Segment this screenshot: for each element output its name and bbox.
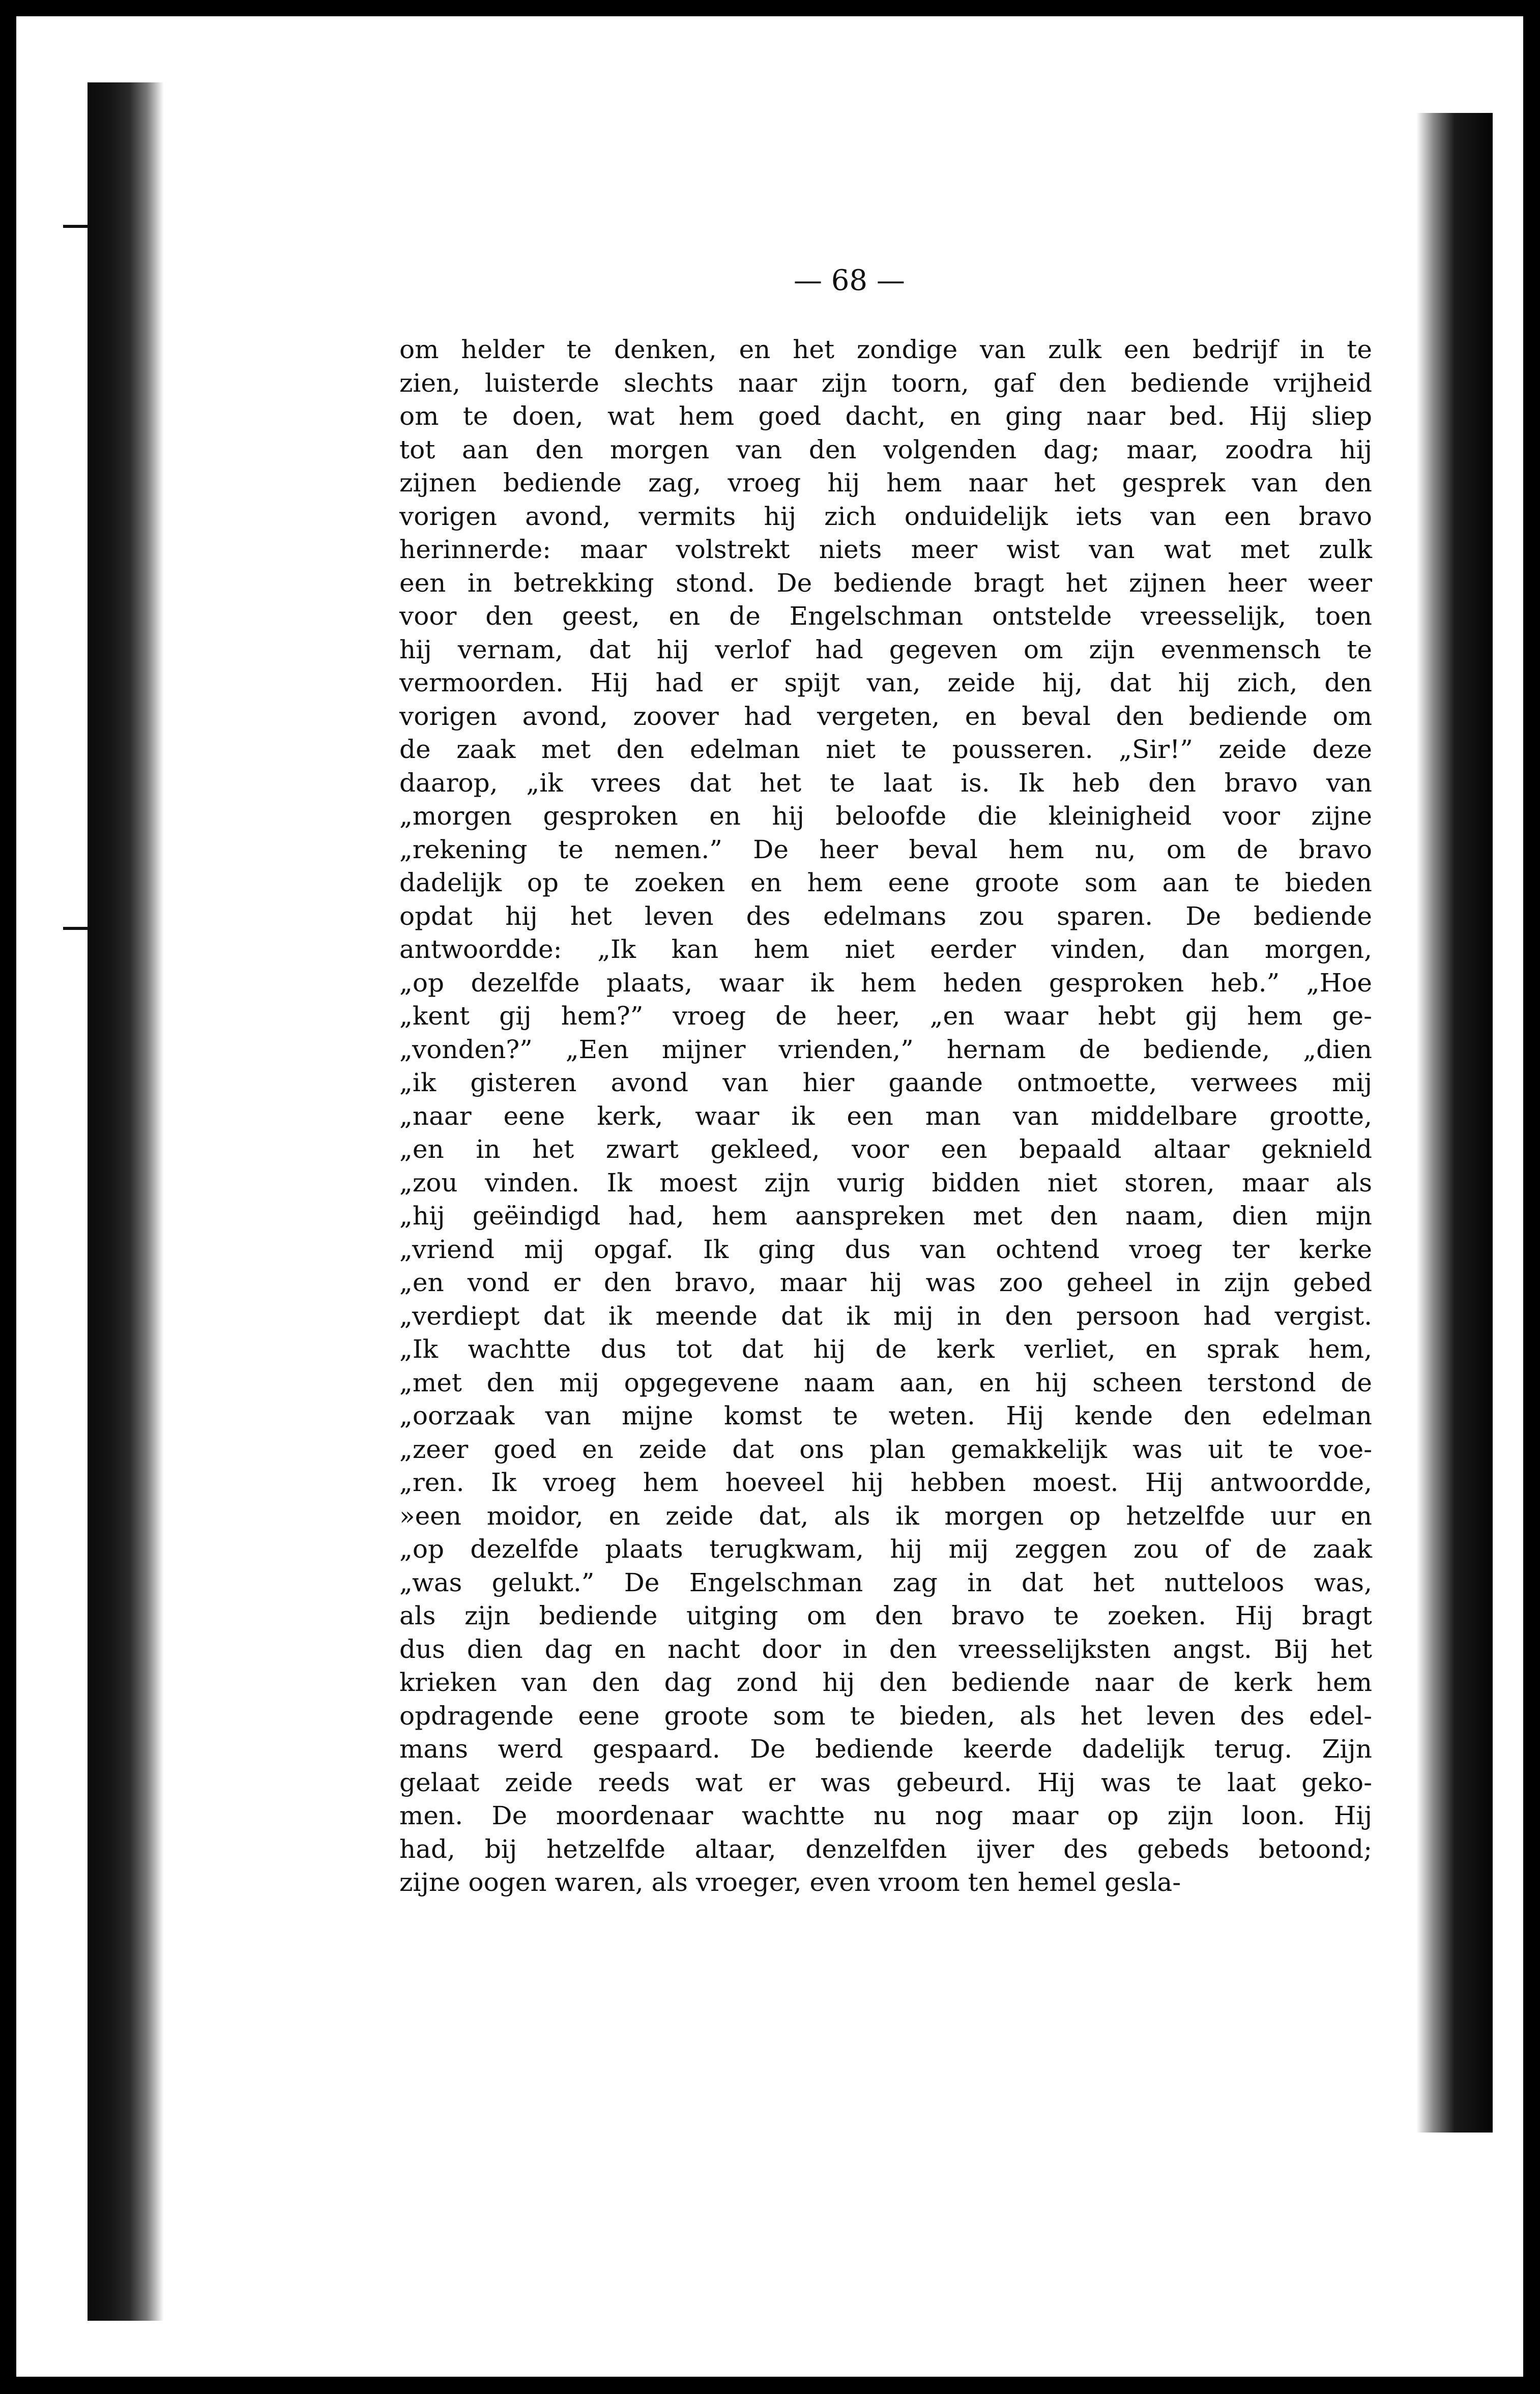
page-edge-shadow — [1416, 113, 1493, 2133]
text-line: „rekening te nemen.” De heer beval hem nu, om de bravo — [399, 834, 1372, 864]
text-line: „ren. Ik vroeg hem hoeveel hij hebben moest. Hij antwoordde, — [399, 1468, 1372, 1497]
text-line: „verdiept dat ik meende dat ik mij in den persoon had vergist. — [399, 1301, 1372, 1331]
text-line: „en in het zwart gekleed, voor een bepaald altaar geknield — [399, 1134, 1372, 1164]
text-line: antwoordde: „Ik kan hem niet eerder vinden, dan morgen, — [399, 935, 1372, 964]
text-line: mans werd gespaard. De bediende keerde dadelijk terug. Zijn — [399, 1734, 1372, 1764]
text-line: hij vernam, dat hij verlof had gegeven om zijn evenmensch te — [399, 634, 1372, 664]
text-line: daarop, „ik vrees dat het te laat is. Ik heb den bravo van — [399, 768, 1372, 798]
text-line: „was gelukt.” De Engelschman zag in dat het nutteloos was, — [399, 1567, 1372, 1597]
text-line: zijne oogen waren, als vroeger, even vroom ten hemel gesla- — [399, 1867, 1181, 1897]
text-line: „oorzaak van mijne komst te weten. Hij kende den edelman — [399, 1401, 1372, 1430]
text-line: dadelijk op te zoeken en hem eene groote som aan te bieden — [399, 868, 1372, 897]
text-line: „vonden?” „Een mijner vrienden,” hernam de bediende, „dien — [399, 1034, 1372, 1064]
gutter-shadow — [88, 82, 164, 2321]
page-number: — 68 — — [794, 264, 905, 297]
text-line: vorigen avond, vermits hij zich onduidelijk iets van een bravo — [399, 501, 1372, 531]
gutter-mark-top — [63, 225, 89, 228]
text-line: „zeer goed en zeide dat ons plan gemakkelijk was uit te voe- — [399, 1434, 1372, 1464]
text-line: „op dezelfde plaats terugkwam, hij mij zeggen zou of de zaak — [399, 1534, 1372, 1564]
text-line: voor den geest, en de Engelschman ontstelde vreesselijk, toen — [399, 601, 1372, 631]
text-line: zijnen bediende zag, vroeg hij hem naar het gesprek van den — [399, 468, 1372, 498]
text-line: »een moidor, en zeide dat, als ik morgen op hetzelfde uur en — [399, 1501, 1372, 1531]
text-line: had, bij hetzelfde altaar, denzelfden ijver des gebeds betoond; — [399, 1834, 1372, 1864]
text-line: de zaak met den edelman niet te pousseren. „Sir!” zeide deze — [399, 735, 1372, 764]
text-line: „kent gij hem?” vroeg de heer, „en waar hebt gij hem ge- — [399, 1001, 1372, 1031]
text-line: als zijn bediende uitging om den bravo te zoeken. Hij bragt — [399, 1601, 1372, 1630]
text-line: een in betrekking stond. De bediende bragt het zijnen heer weer — [399, 568, 1372, 598]
text-line: herinnerde: maar volstrekt niets meer wist van wat met zulk — [399, 535, 1372, 564]
gutter-mark-bottom — [63, 927, 89, 930]
text-line: vorigen avond, zoover had vergeten, en beval den bediende om — [399, 701, 1372, 731]
text-line: tot aan den morgen van den volgenden dag; maar, zoodra hij — [399, 434, 1372, 464]
text-line: krieken van den dag zond hij den bediende naar de kerk hem — [399, 1668, 1372, 1697]
body-text — [399, 333, 1372, 1900]
text-line: „morgen gesproken en hij beloofde die kleinigheid voor zijne — [399, 801, 1372, 831]
text-line: zien, luisterde slechts naar zijn toorn, gaf den bediende vrijheid — [399, 368, 1372, 398]
text-line: „Ik wachtte dus tot dat hij de kerk verliet, en sprak hem, — [399, 1334, 1372, 1364]
text-line: „naar eene kerk, waar ik een man van middelbare grootte, — [399, 1101, 1372, 1131]
text-line: „vriend mij opgaf. Ik ging dus van ochtend vroeg ter kerke — [399, 1234, 1372, 1264]
text-line: opdat hij het leven des edelmans zou sparen. De bediende — [399, 901, 1372, 931]
text-line: opdragende eene groote som te bieden, als het leven des edel- — [399, 1701, 1372, 1731]
text-line: „ik gisteren avond van hier gaande ontmoette, verwees mij — [399, 1068, 1372, 1097]
text-line: vermoorden. Hij had er spijt van, zeide hij, dat hij zich, den — [399, 668, 1372, 697]
text-line: „hij geëindigd had, hem aanspreken met den naam, dien mijn — [399, 1201, 1372, 1231]
text-line: „op dezelfde plaats, waar ik hem heden gesproken heb.” „Hoe — [399, 968, 1372, 998]
text-line: „met den mij opgegevene naam aan, en hij scheen terstond de — [399, 1367, 1372, 1397]
text-line: „en vond er den bravo, maar hij was zoo geheel in zijn gebed — [399, 1268, 1372, 1297]
text-line: men. De moordenaar wachtte nu nog maar op zijn loon. Hij — [399, 1801, 1372, 1830]
text-line: gelaat zeide reeds wat er was gebeurd. Hij was te laat geko- — [399, 1767, 1372, 1797]
text-line: dus dien dag en nacht door in den vreesselijksten angst. Bij het — [399, 1634, 1372, 1664]
text-line: „zou vinden. Ik moest zijn vurig bidden niet storen, maar als — [399, 1167, 1372, 1198]
text-line: om helder te denken, en het zondige van zulk een bedrijf in te — [399, 335, 1372, 364]
text-line: om te doen, wat hem goed dacht, en ging naar bed. Hij sliep — [399, 401, 1372, 431]
